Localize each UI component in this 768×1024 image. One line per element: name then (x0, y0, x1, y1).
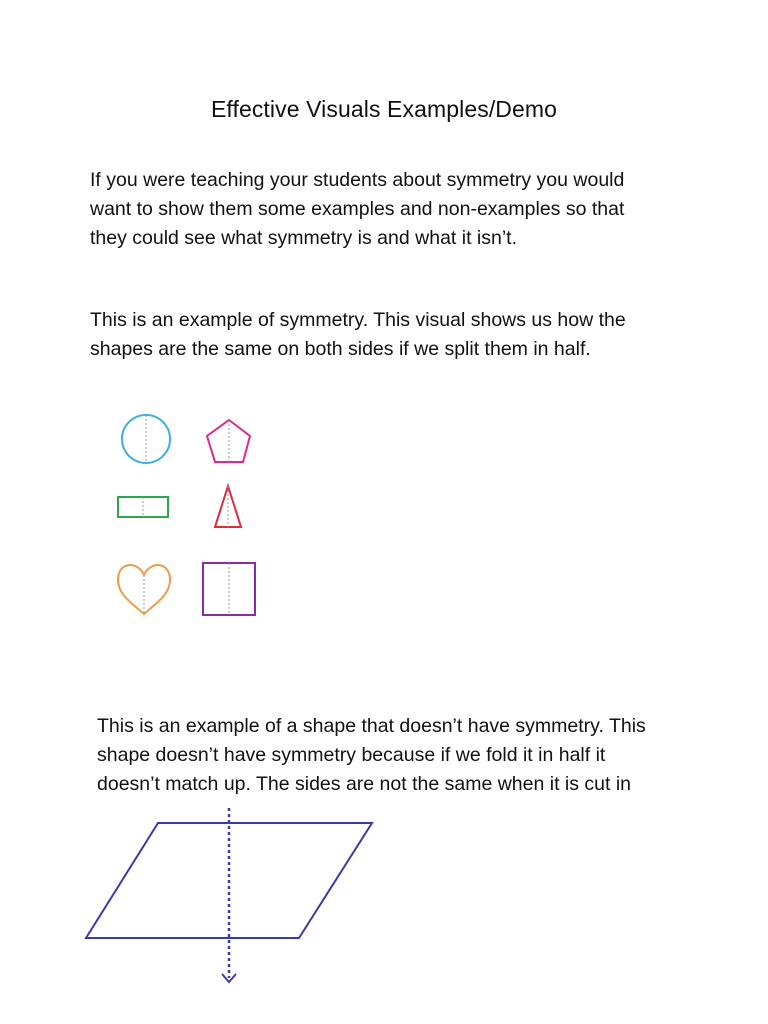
example-line: shapes are the same on both sides if we split them in half. (90, 338, 591, 360)
symmetric-circle (122, 415, 170, 463)
symmetric-pentagon (207, 420, 250, 462)
intro-line: want to show them some examples and non-examples so that (90, 198, 625, 220)
symmetric-square (203, 563, 255, 615)
non-example-line: doesn’t match up. The sides are not the same when it is cut in (97, 773, 632, 795)
symmetric-heart (118, 565, 170, 614)
fold-line-arrow (222, 808, 236, 982)
non-example-paragraph (97, 712, 646, 799)
symmetric-rectangle (118, 497, 168, 517)
symmetric-triangle (215, 486, 241, 527)
non-example-line: shape doesn’t have symmetry because if we fold it in half it (97, 744, 606, 766)
intro-line: If you were teaching your students about symmetry you would (90, 169, 625, 191)
page-title: Effective Visuals Examples/Demo (210, 96, 558, 122)
intro-line: they could see what symmetry is and what it isn’t. (90, 227, 518, 249)
non-example-line: This is an example of a shape that doesn’t have symmetry. This (97, 715, 646, 737)
example-line: This is an example of symmetry. This visual shows us how the (90, 309, 626, 331)
